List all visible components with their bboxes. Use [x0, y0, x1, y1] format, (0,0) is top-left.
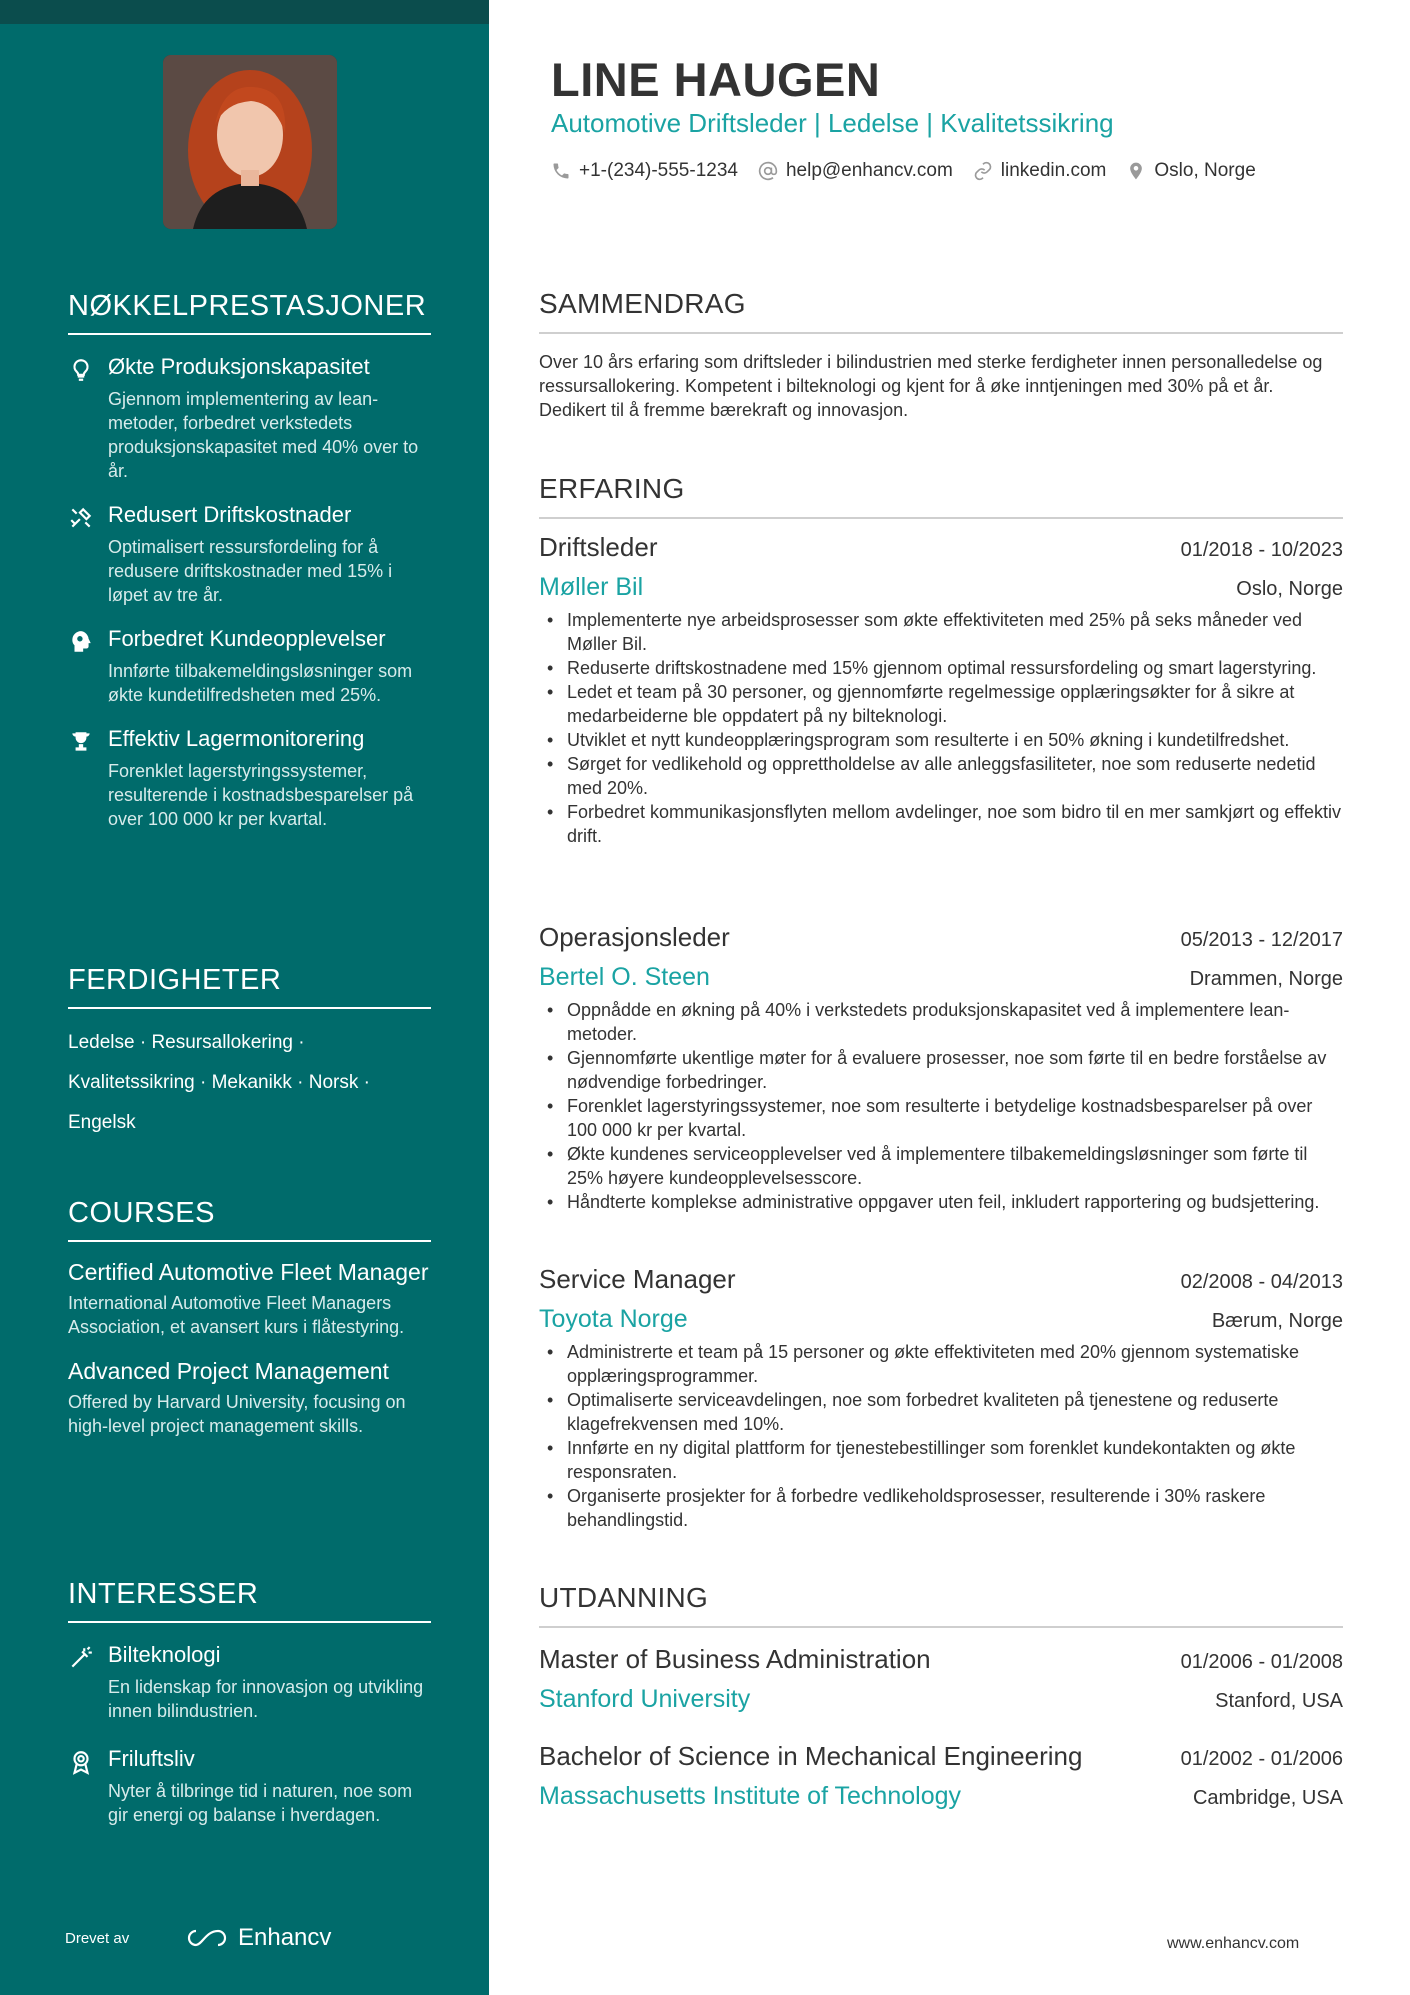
achievements-title: NØKKELPRESTASJONER	[68, 290, 431, 335]
at-icon	[758, 161, 778, 181]
phone-icon	[551, 161, 571, 181]
job-dates: 01/2018 - 10/2023	[1180, 539, 1343, 561]
candidate-name: LINE HAUGEN	[551, 53, 881, 106]
skills-line: Kvalitetssikring · Mekanikk · Norsk ·	[68, 1072, 370, 1093]
job-company: Bertel O. Steen	[539, 963, 710, 991]
edu-school: Massachusetts Institute of Technology	[539, 1782, 961, 1810]
summary-text: Over 10 års erfaring som driftsleder i bilindustrien med sterke ferdigheter innen personalledelse og ressursallokering. Kompetent i bilteknologi og kjent for å øke inntjeningen med 30% på et år. Dedikert til å fremme bærekraft og innovasjon.	[539, 352, 1323, 420]
job-bullet: • Økte kundenes serviceopplevelser ved å implementere tilbakemeldingsløsninger som førte til 25% høyere kundeopplevelsesscore.	[539, 1142, 1343, 1190]
achievement-desc: Optimalisert ressursfordeling for å redusere driftskostnader med 15% i løpet av tre år.	[108, 537, 393, 605]
skills-line: Engelsk	[68, 1112, 136, 1133]
interest-desc: En lidenskap for innovasjon og utvikling innen bilindustrien.	[108, 1677, 424, 1721]
achievement-item	[68, 501, 431, 607]
interest-title: Friluftsliv	[108, 1746, 195, 1771]
job-company: Møller Bil	[539, 573, 644, 601]
location-text: Oslo, Norge	[1154, 160, 1256, 181]
course-desc: International Automotive Fleet Managers Association, et avansert kurs i flåtestyring.	[68, 1293, 405, 1337]
location-pin-icon	[1126, 161, 1146, 181]
job-bullet: • Forenklet lagerstyringssystemer, noe som resulterte i betydelige kostnadsbesparelser på over 100 000 kr per kvartal.	[539, 1094, 1343, 1142]
job-location: Bærum, Norge	[1211, 1310, 1343, 1332]
job-entry	[539, 1264, 1343, 1532]
edu-degree: Master of Business Administration	[539, 1644, 931, 1674]
achievement-item	[68, 625, 431, 707]
interest-item	[68, 1641, 431, 1723]
sidebar-top-bar	[0, 0, 489, 24]
skills-list	[68, 1023, 431, 1143]
job-bullet: • Oppnådde en økning på 40% i verkstedets produksjonskapasitet ved å implementere lean-metoder.	[539, 998, 1343, 1046]
link-icon	[973, 161, 993, 181]
trophy-icon	[68, 729, 94, 755]
job-title: Service Manager	[539, 1264, 736, 1294]
job-company: Toyota Norge	[539, 1305, 688, 1333]
job-bullet: • Optimaliserte serviceavdelingen, noe som forbedret kvaliteten på tjenestene og reduserte klagefrekvensen med 10%.	[539, 1388, 1343, 1436]
skills-title: FERDIGHETER	[68, 964, 431, 1009]
skills-section	[68, 964, 431, 1143]
interest-desc: Nyter å tilbringe tid i naturen, noe som gir energi og balanse i hverdagen.	[108, 1781, 413, 1825]
edu-dates: 01/2002 - 01/2006	[1180, 1748, 1343, 1770]
achievement-desc: Innførte tilbakemeldingsløsninger som økte kundetilfredsheten med 25%.	[108, 661, 413, 705]
job-bullet: • Innførte en ny digital plattform for tjenestebestillinger som forenklet kundekontakten og økte responsraten.	[539, 1436, 1343, 1484]
lightbulb-icon	[68, 357, 94, 383]
job-location: Oslo, Norge	[1236, 578, 1343, 600]
contact-row	[551, 160, 1256, 182]
achievement-desc: Forenklet lagerstyringssystemer, resulterende i kostnadsbesparelser på over 100 000 kr per kvartal.	[108, 761, 414, 829]
achievement-desc: Gjennom implementering av lean-metoder, forbedret verkstedets produksjonskapasitet med 40% over to år.	[108, 389, 419, 481]
medal-icon	[68, 1749, 94, 1775]
job-bullet: • Gjennomførte ukentlige møter for å evaluere prosesser, noe som førte til en bedre forståelse av nødvendige forbedringer.	[539, 1046, 1343, 1094]
job-bullet: • Administrerte et team på 15 personer og økte effektiviteten med 20% gjennom systematiske opplæringsprogrammer.	[539, 1340, 1343, 1388]
job-bullet: • Utviklet et nytt kundeopplæringsprogram som resulterte i en 50% økning i kundetilfredshet.	[539, 728, 1343, 752]
course-desc: Offered by Harvard University, focusing on high-level project management skills.	[68, 1392, 406, 1436]
contact-linkedin[interactable]	[973, 160, 1107, 182]
skills-line: Ledelse · Resursallokering ·	[68, 1032, 305, 1053]
interest-item	[68, 1745, 431, 1827]
interest-title: Bilteknologi	[108, 1642, 221, 1667]
email-text: help@enhancv.com	[785, 160, 953, 181]
achievements-section	[68, 290, 431, 831]
achievement-title: Forbedret Kundeopplevelser	[108, 626, 386, 651]
education-title: UTDANNING	[539, 1582, 1343, 1628]
interests-section	[68, 1578, 431, 1827]
courses-title: COURSES	[68, 1197, 431, 1242]
job-bullets	[539, 998, 1343, 1214]
courses-section	[68, 1197, 431, 1438]
achievement-item	[68, 353, 431, 483]
job-bullet: • Implementerte nye arbeidsprosesser som økte effektiviteten med 25% på seks måneder ved Møller Bil.	[539, 608, 1343, 656]
course-title: Advanced Project Management	[68, 1358, 389, 1384]
course-item	[68, 1258, 431, 1339]
infinity-icon	[184, 1926, 230, 1950]
job-dates: 05/2013 - 12/2017	[1180, 929, 1343, 951]
job-bullet: • Håndterte komplekse administrative oppgaver uten feil, inkludert rapportering og budsjettering.	[539, 1190, 1343, 1214]
experience-title: ERFARING	[539, 473, 1343, 519]
education-entry	[539, 1644, 1343, 1714]
job-dates: 02/2008 - 04/2013	[1180, 1271, 1343, 1293]
contact-email[interactable]	[758, 160, 953, 182]
job-bullet: • Organiserte prosjekter for å forbedre vedlikeholdsprosesser, resulterende i 30% raskere behandlingstid.	[539, 1484, 1343, 1532]
contact-phone[interactable]	[551, 160, 738, 182]
wand-icon	[68, 1645, 94, 1671]
linkedin-text: linkedin.com	[1000, 160, 1107, 181]
head-icon	[68, 629, 94, 655]
edu-location: Stanford, USA	[1215, 1690, 1343, 1712]
tools-icon	[68, 505, 94, 531]
job-bullet: • Ledet et team på 30 personer, og gjennomførte regelmessige opplæringsøkter for å sikre at medarbeiderne ble oppdatert på ny bilteknologi.	[539, 680, 1343, 728]
achievement-item	[68, 725, 431, 831]
job-bullet: • Forbedret kommunikasjonsflyten mellom avdelinger, noe som bidro til en mer samkjørt og effektiv drift.	[539, 800, 1343, 848]
job-entry	[539, 532, 1343, 848]
job-location: Drammen, Norge	[1189, 968, 1343, 990]
interests-title: INTERESSER	[68, 1578, 431, 1623]
edu-dates: 01/2006 - 01/2008	[1180, 1651, 1343, 1673]
footer-website[interactable]: www.enhancv.com	[1167, 1935, 1300, 1952]
powered-by-label: Drevet av	[65, 1930, 130, 1947]
achievement-title: Effektiv Lagermonitorering	[108, 726, 365, 751]
edu-degree: Bachelor of Science in Mechanical Engineering	[539, 1741, 1083, 1771]
brand-logo[interactable]	[184, 1924, 331, 1952]
sidebar	[0, 0, 489, 1995]
course-item	[68, 1357, 431, 1438]
job-bullet: • Reduserte driftskostnadene med 15% gjennom optimal ressursfordeling og smart lagerstyring.	[539, 656, 1343, 680]
job-bullets	[539, 608, 1343, 848]
job-entry	[539, 922, 1343, 1214]
education-entry	[539, 1741, 1343, 1811]
edu-location: Cambridge, USA	[1192, 1787, 1343, 1809]
candidate-subtitle: Automotive Driftsleder | Ledelse | Kvalitetssikring	[551, 108, 1114, 138]
brand-name: Enhancv	[238, 1924, 332, 1951]
job-title: Driftsleder	[539, 532, 658, 562]
course-title: Certified Automotive Fleet Manager	[68, 1259, 429, 1285]
edu-school: Stanford University	[539, 1685, 751, 1713]
achievement-title: Redusert Driftskostnader	[108, 502, 352, 527]
contact-location	[1126, 160, 1255, 182]
profile-photo	[163, 55, 337, 229]
job-bullets	[539, 1340, 1343, 1532]
achievement-title: Økte Produksjonskapasitet	[108, 354, 370, 379]
job-title: Operasjonsleder	[539, 922, 730, 952]
job-bullet: • Sørget for vedlikehold og opprettholdelse av alle anleggsfasiliteter, noe som reduserte nedetid med 20%.	[539, 752, 1343, 800]
phone-text: +1-(234)-555-1234	[579, 160, 738, 181]
summary-title: SAMMENDRAG	[539, 288, 1343, 334]
